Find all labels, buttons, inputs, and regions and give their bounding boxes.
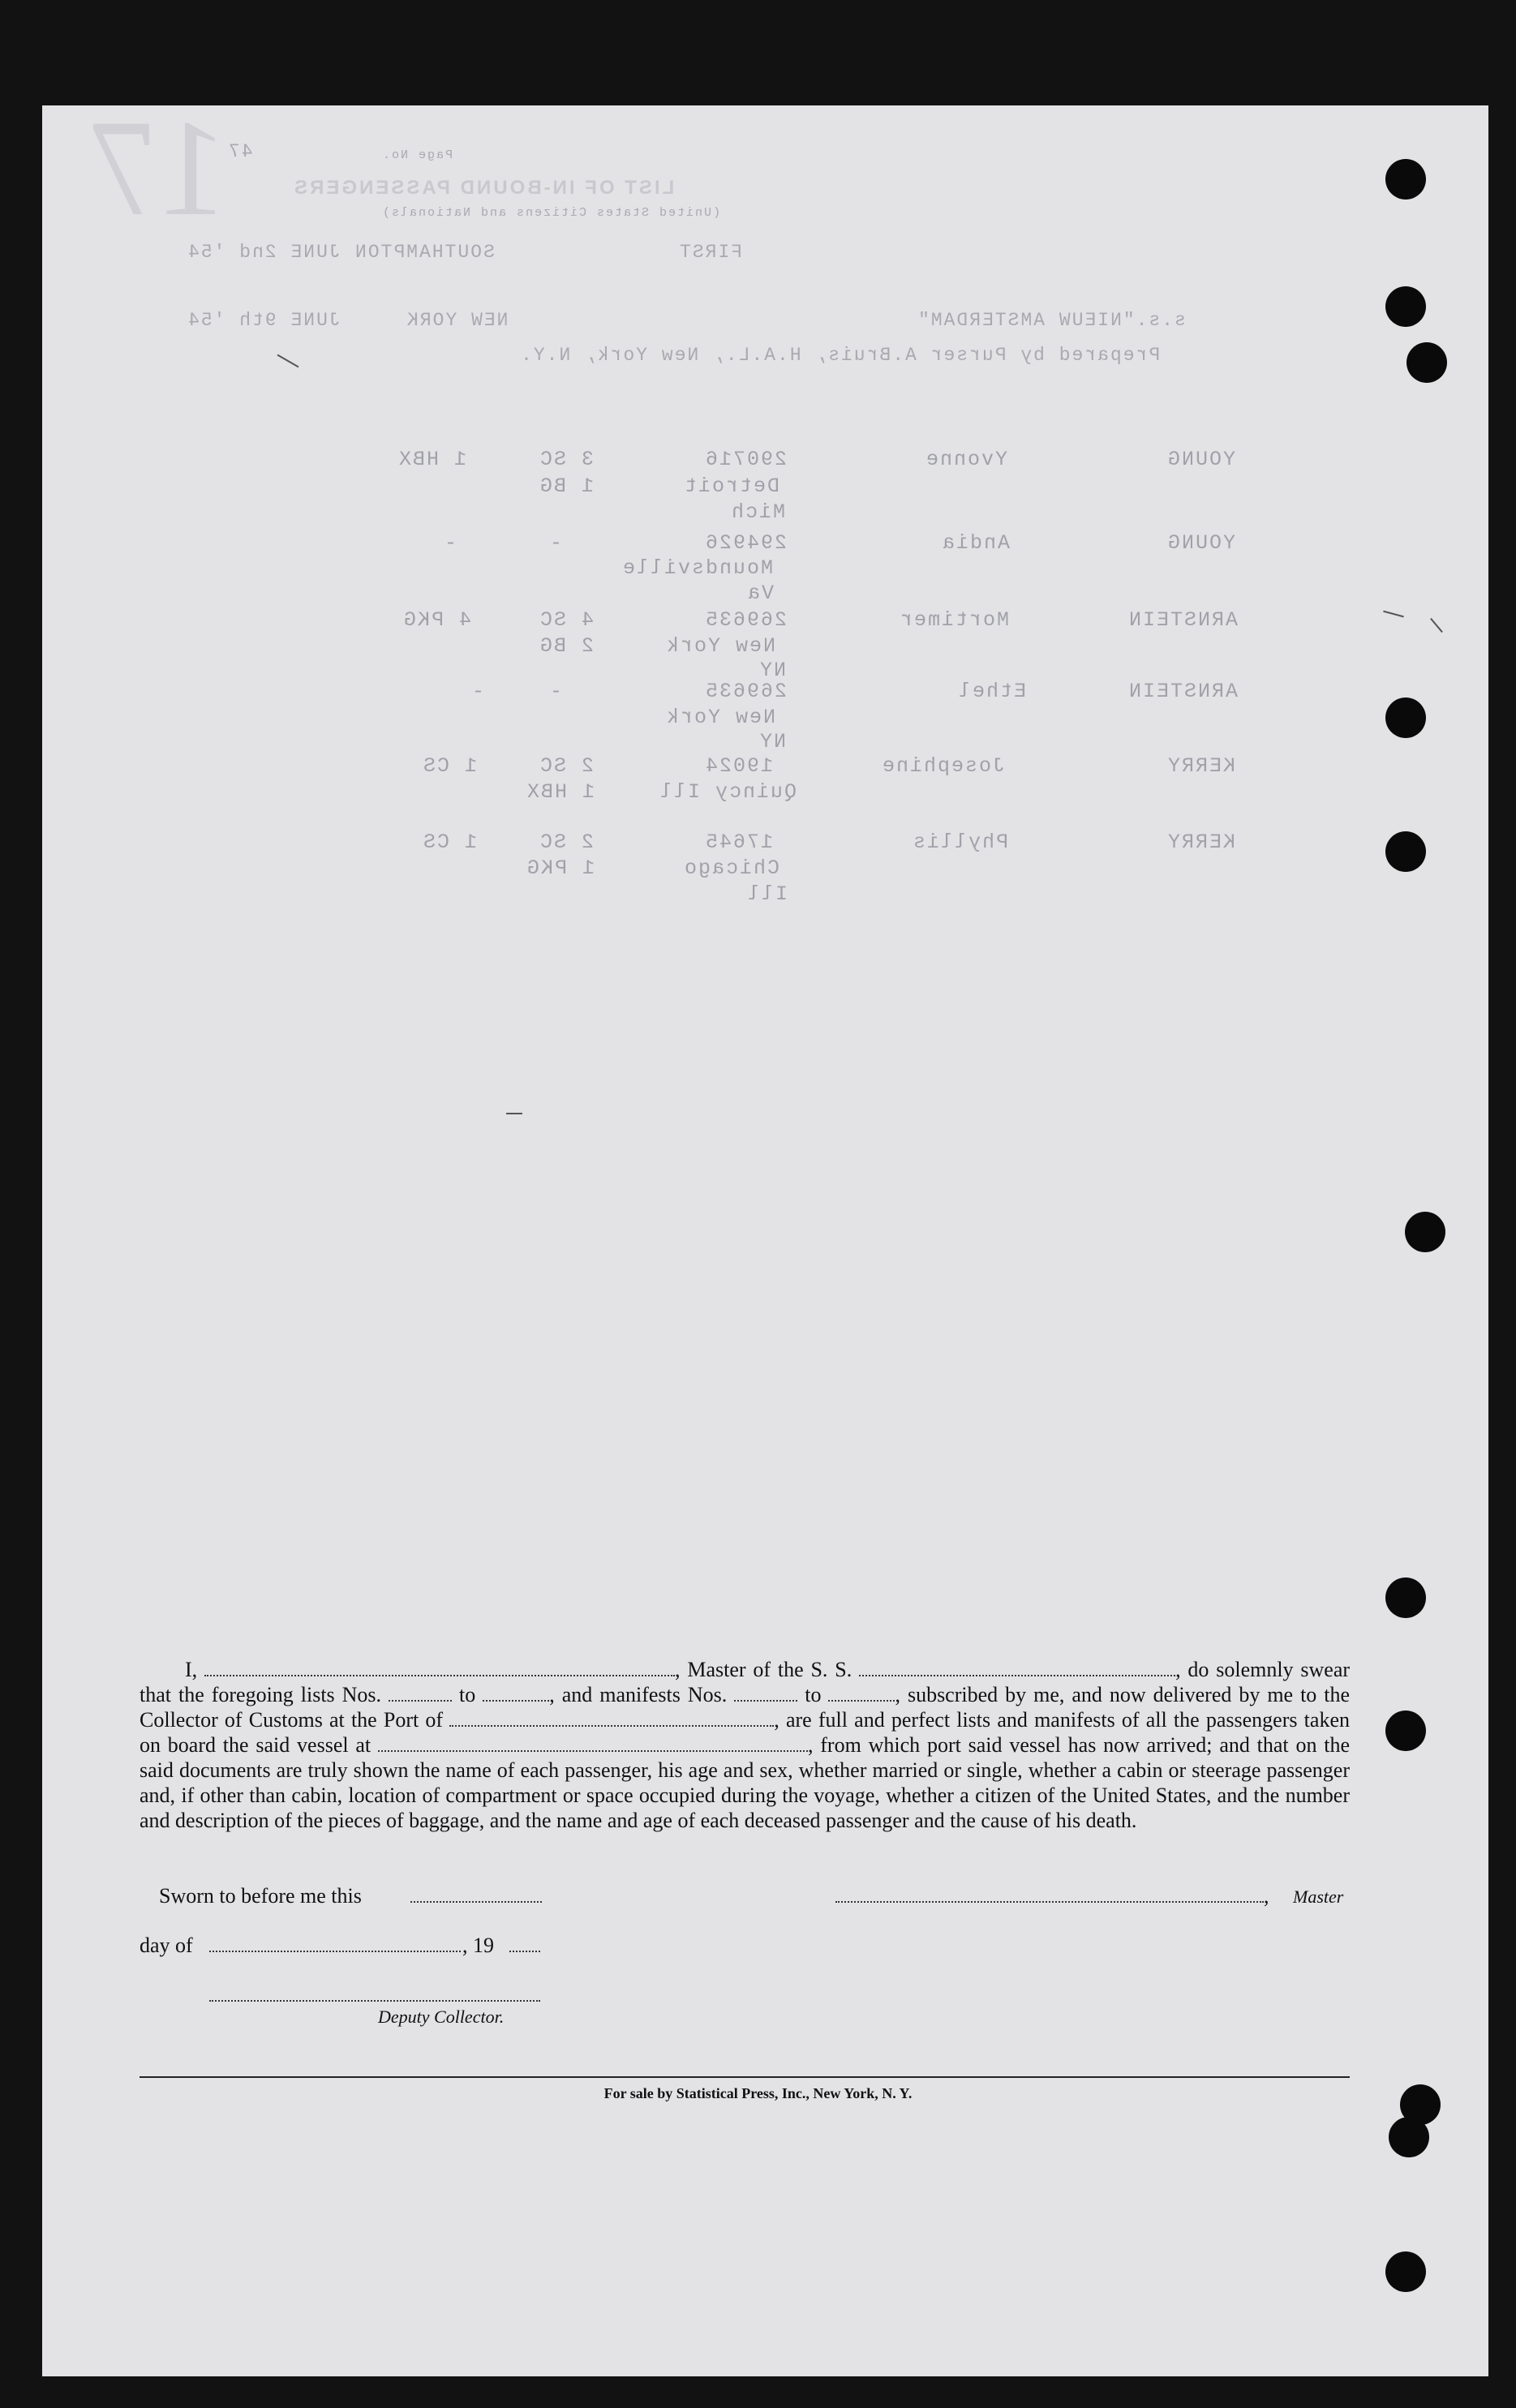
- page-no-value: 47: [227, 141, 253, 162]
- passenger-surname: KERRY: [1166, 831, 1236, 854]
- passenger-place: NY: [758, 730, 787, 753]
- passenger-given-name: Ethel: [957, 680, 1027, 703]
- passenger-baggage: 4 SC: [539, 608, 595, 632]
- oath-paragraph: [140, 1657, 1350, 1833]
- passenger-place: New York: [665, 706, 776, 729]
- punch-hole: [1385, 1577, 1426, 1618]
- port-field[interactable]: [449, 1710, 774, 1727]
- passenger-place: Va: [746, 582, 775, 605]
- oath-intro: I,: [185, 1658, 198, 1681]
- passenger-given-name: Josephine: [881, 754, 1006, 778]
- passenger-extra-baggage: 1 CS: [422, 754, 478, 778]
- oath-text: , from which: [807, 1733, 921, 1757]
- sworn-label: Sworn to before me this: [159, 1884, 362, 1908]
- oath-text: delivered by me to the Collector of Customs at the Port of: [140, 1683, 1351, 1732]
- footer-rule: [140, 2076, 1350, 2078]
- punch-hole: [1389, 2117, 1429, 2157]
- passenger-extra-baggage: -: [443, 531, 457, 555]
- passenger-given-name: Yvonne: [925, 448, 1008, 471]
- oath-text: to: [805, 1683, 822, 1706]
- passenger-passport: 290716: [704, 448, 788, 471]
- punch-hole: [1385, 286, 1426, 327]
- passenger-baggage: -: [548, 531, 563, 555]
- oath-text: , Master of the S. S.: [675, 1658, 852, 1681]
- passenger-extra-baggage: -: [470, 680, 485, 703]
- oath-text: manifests of all the passengers taken on board the said vessel at: [140, 1708, 1350, 1757]
- punch-hole: [1385, 2251, 1426, 2292]
- master-signature-field[interactable]: [835, 1901, 1264, 1903]
- punch-hole: [1405, 1212, 1445, 1252]
- deputy-collector-label: Deputy Collector.: [378, 2007, 505, 2027]
- punch-hole: [1385, 159, 1426, 200]
- passenger-baggage: -: [548, 680, 563, 703]
- date-to: JUNE 9th '54: [187, 310, 341, 331]
- passenger-baggage: 1 BG: [539, 474, 595, 498]
- passenger-baggage: 1 HBX: [526, 780, 595, 804]
- passenger-surname: KERRY: [1166, 754, 1236, 778]
- passenger-baggage: 2 SC: [539, 831, 595, 854]
- passenger-extra-baggage: 1 HBX: [397, 448, 467, 471]
- oath-text: port said vessel has now arrived; and that on the said documents are truly shown the name of each passenger, his age and sex, whether married or single, whether a cabin or steerage passenger and, if other than cabin, location of compartment or space occupied during the voyage, whether a citizen of the United States, and the number and description of the pieces of baggage, and the name and age of each deceased passenger and the cause of his death.: [140, 1733, 1351, 1832]
- oath-text: , do solemnly: [1175, 1658, 1294, 1681]
- passenger-baggage: 3 SC: [539, 448, 595, 471]
- passenger-surname: YOUNG: [1166, 448, 1236, 471]
- passenger-place: NY: [758, 659, 787, 682]
- oath-text: swear that the foregoing lists Nos.: [140, 1658, 1351, 1706]
- year-field[interactable]: [509, 1951, 540, 1952]
- passenger-passport: 17645: [704, 831, 774, 854]
- punch-hole: [1406, 342, 1447, 383]
- manifest-page: [42, 105, 1488, 2376]
- passenger-extra-baggage: 4 PKG: [402, 608, 472, 632]
- passenger-place: Moundsville: [621, 556, 774, 580]
- date-from: JUNE 2nd '54: [187, 242, 341, 263]
- oath-text: to: [459, 1683, 476, 1706]
- day-of-label: day of: [140, 1934, 193, 1957]
- manifest-from-field[interactable]: [734, 1685, 797, 1702]
- oath-text: , and manifests Nos.: [549, 1683, 728, 1706]
- passenger-given-name: Andia: [941, 531, 1011, 555]
- passenger-passport: 19024: [704, 754, 774, 778]
- day-field[interactable]: [209, 1951, 461, 1952]
- punch-hole: [1385, 831, 1426, 872]
- passenger-baggage: 1 PKG: [526, 856, 595, 880]
- passenger-place: Quincy Ill: [659, 780, 797, 804]
- passenger-place: Ill: [746, 882, 788, 906]
- passenger-surname: YOUNG: [1166, 531, 1236, 555]
- year-label: , 19: [462, 1934, 494, 1957]
- passenger-place: Chicago: [683, 856, 780, 880]
- passenger-baggage: 2 BG: [539, 634, 595, 658]
- departure-port-field[interactable]: [378, 1736, 808, 1752]
- list-from-field[interactable]: [389, 1685, 452, 1702]
- passenger-passport: 269635: [704, 608, 788, 632]
- punch-hole: [1385, 698, 1426, 738]
- passenger-passport: 269635: [704, 680, 788, 703]
- page-stamp-number: 17: [89, 92, 227, 244]
- ship-name: s.s."NIEUW AMSTERDAM": [917, 310, 1186, 331]
- list-to-field[interactable]: [483, 1685, 549, 1702]
- passenger-passport: 294926: [704, 531, 788, 555]
- ship-name-field[interactable]: [859, 1660, 1175, 1676]
- manifest-to-field[interactable]: [828, 1685, 895, 1702]
- passenger-given-name: Phyllis: [912, 831, 1009, 854]
- list-title: LIST OF IN-BOUND PASSENGERS: [292, 177, 675, 199]
- oath-text: , are full and perfect lists and: [774, 1708, 1028, 1732]
- publisher-footer: For sale by Statistical Press, Inc., New York, N. Y.: [603, 2085, 913, 2101]
- prepared-by: Prepared by Purser A.Bruis, H.A.L., New York, N.Y.: [519, 345, 1161, 366]
- passenger-place: Detroit: [683, 474, 780, 498]
- deputy-signature-field[interactable]: [209, 2000, 540, 2002]
- passenger-place: Mich: [730, 500, 786, 524]
- master-label: Master: [1293, 1886, 1344, 1907]
- sworn-field[interactable]: [410, 1901, 542, 1903]
- pen-mark: [506, 1113, 522, 1114]
- passenger-extra-baggage: 1 CS: [422, 831, 478, 854]
- comma: ,: [1264, 1884, 1269, 1908]
- class-label: FIRST: [678, 242, 743, 263]
- list-subtitle: (United States Citizens and Nationals): [381, 206, 721, 220]
- passenger-surname: ARNSTEIN: [1127, 680, 1239, 703]
- passenger-surname: ARNSTEIN: [1127, 608, 1239, 632]
- port-from: SOUTHAMPTON: [354, 242, 495, 263]
- port-to: NEW YORK: [406, 310, 509, 331]
- page-no-label: Page No.: [381, 148, 453, 162]
- master-name-field[interactable]: [204, 1660, 675, 1676]
- passenger-given-name: Mortimer: [899, 608, 1010, 632]
- passenger-place: New York: [665, 634, 776, 658]
- passenger-baggage: 2 SC: [539, 754, 595, 778]
- oath-text: , subscribed by me, and now: [895, 1683, 1146, 1706]
- punch-hole: [1385, 1710, 1426, 1751]
